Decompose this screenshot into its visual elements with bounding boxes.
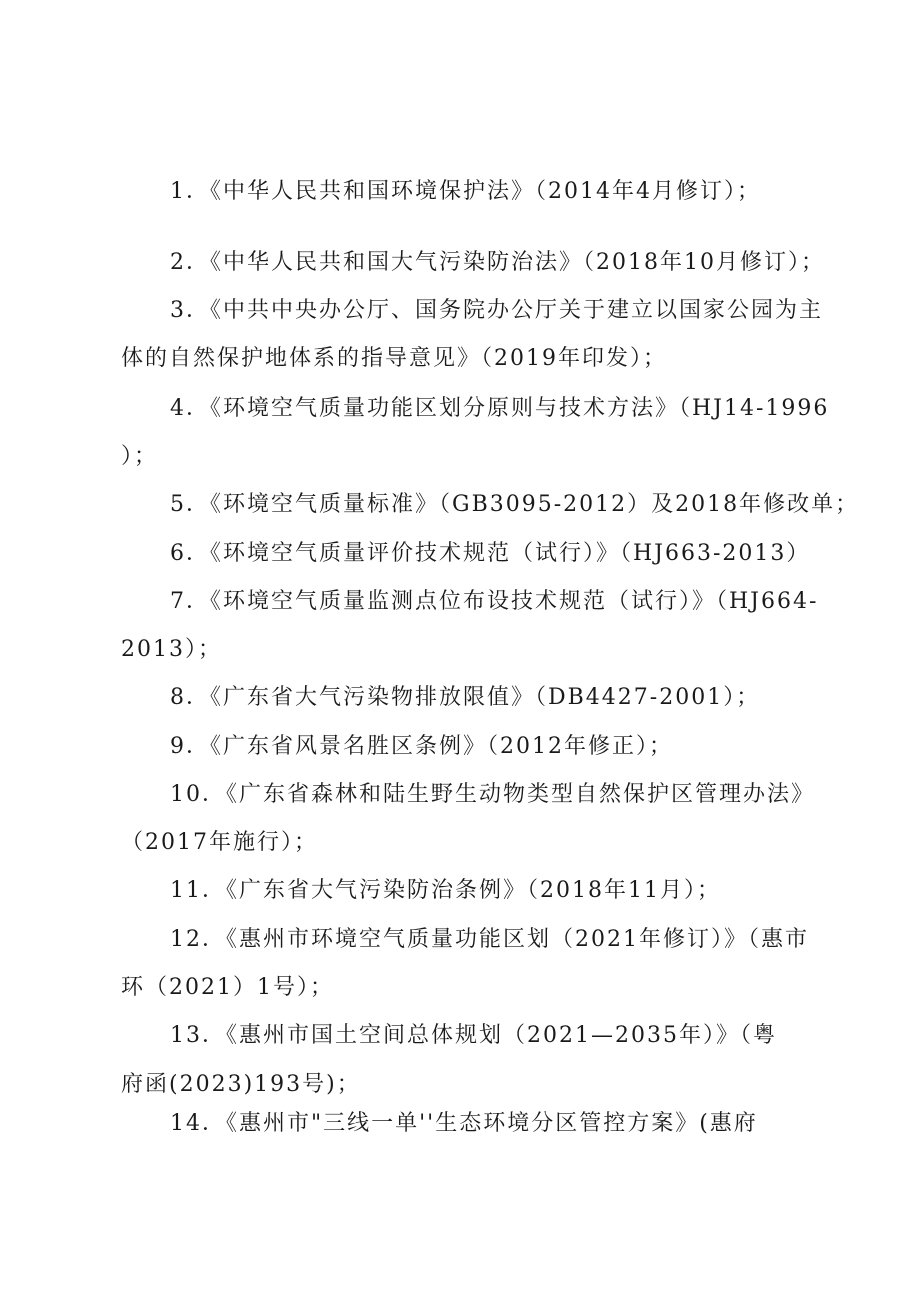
list-item-9: 9．《广东省风景名胜区条例》（2012年修正）；: [170, 734, 673, 759]
list-item-4-continued: ）；: [121, 444, 159, 469]
list-item-10: 10．《广东省森林和陆生野生动物类型自然保护区管理办法》: [170, 782, 815, 807]
list-item-1: 1．《中华人民共和国环境保护法》（2014年4月修订）；: [170, 179, 761, 204]
list-item-13-continued: 府函(2023)193号)；: [121, 1072, 361, 1097]
list-item-4: 4．《环境空气质量功能区划分原则与技术方法》（HJ14-1996: [170, 396, 830, 421]
list-item-12: 12．《惠州市环境空气质量功能区划（2021年修订）》（惠市: [170, 927, 809, 952]
list-item-5: 5．《环境空气质量标准》（GB3095-2012）及2018年修改单；: [170, 492, 860, 517]
list-item-7: 7．《环境空气质量监测点位布设技术规范（试行）》（HJ664-: [170, 589, 819, 614]
list-item-11: 11．《广东省大气污染防治条例》（2018年11月）；: [170, 878, 721, 903]
list-item-12-continued: 环（2021）1号）；: [121, 975, 334, 1000]
list-item-3: 3．《中共中央办公厅、国务院办公厅关于建立以国家公园为主: [170, 298, 823, 323]
list-item-7-continued: 2013）；: [121, 637, 222, 662]
list-item-6: 6．《环境空气质量评价技术规范（试行）》（HJ663-2013）: [170, 541, 811, 566]
list-item-10-continued: （2017年施行）；: [121, 830, 318, 855]
list-item-8: 8．《广东省大气污染物排放限值》（DB4427-2001）；: [170, 685, 761, 710]
list-item-13: 13．《惠州市国土空间总体规划（2021—2035年）》（粤: [170, 1023, 777, 1048]
list-item-3-continued: 体的自然保护地体系的指导意见》（2019年印发）；: [121, 346, 667, 371]
list-item-14: 14．《惠州市"三线一单''生态环境分区管控方案》(惠府: [170, 1111, 758, 1136]
list-item-2: 2．《中华人民共和国大气污染防治法》（2018年10月修订）；: [170, 250, 825, 275]
